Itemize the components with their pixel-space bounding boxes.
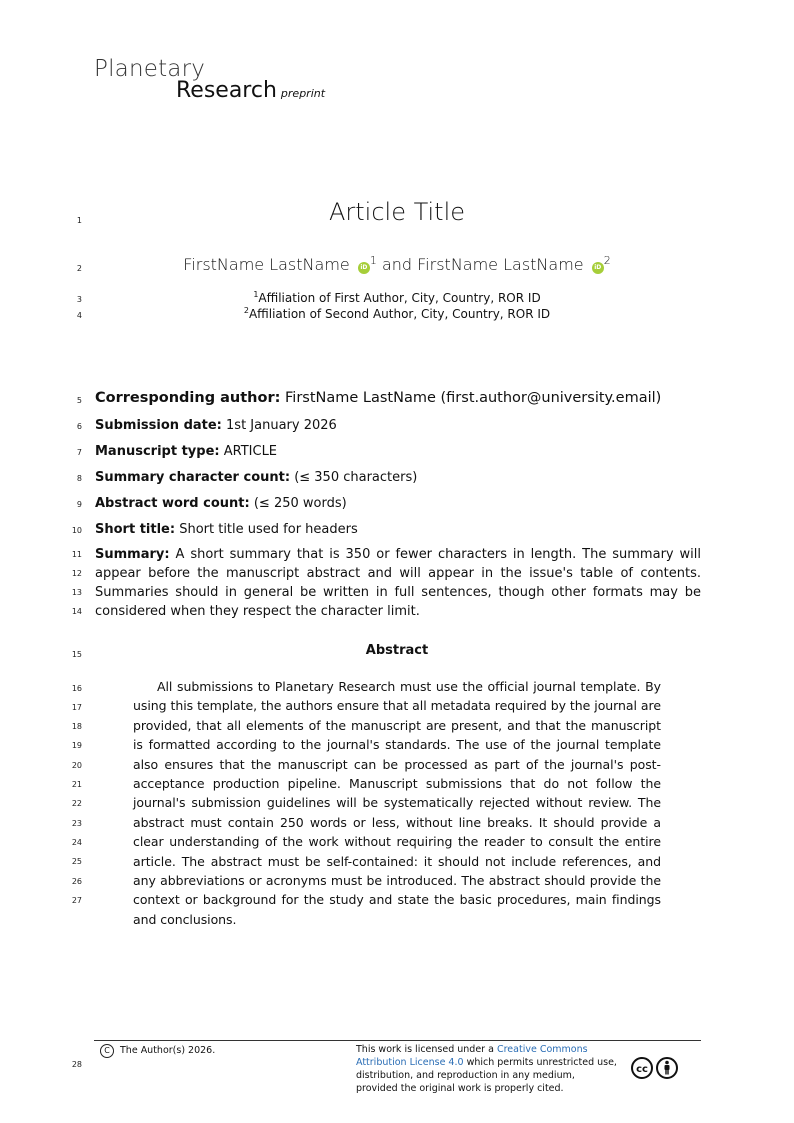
line-number: 16 — [71, 684, 82, 693]
affiliation — [0, 306, 794, 321]
line-number: 4 — [76, 311, 82, 320]
orcid-icon[interactable]: iD — [592, 262, 604, 274]
author-joiner: and — [381, 255, 413, 274]
author-affil-sup: 1 — [369, 254, 377, 267]
line-number: 1 — [76, 216, 82, 225]
license-text — [356, 1043, 618, 1095]
abstract-heading: Abstract — [365, 643, 429, 658]
meta-label: Corresponding author: — [95, 390, 281, 406]
line-number: 21 — [71, 780, 82, 789]
submission-date — [95, 418, 337, 433]
footer-divider — [94, 1040, 701, 1041]
line-number: 24 — [71, 838, 82, 847]
abstract-word-count — [95, 496, 347, 511]
line-number: 19 — [71, 741, 82, 750]
affiliation-text: Affiliation of Second Author, City, Country, ROR ID — [248, 307, 551, 321]
affiliation-sup: 2 — [243, 306, 249, 315]
meta-label: Summary character count: — [95, 470, 291, 485]
line-number: 27 — [71, 896, 82, 905]
article-title: Article Title — [328, 198, 466, 226]
meta-label: Manuscript type: — [95, 444, 220, 459]
author-name: FirstName LastName — [417, 255, 584, 274]
meta-value: ARTICLE — [223, 444, 278, 459]
abstract-text: All submissions to Planetary Research must use the official journal template. By using this template, the authors ensure that all metadata required by the journal are provided, that all elements of the manuscript are present, and that the manuscript is formatted according to the journal's standards. The use of the journal template also ensures that the manuscript can be processed as part of the journal's post-acceptance production pipeline. Manuscript submissions that do not follow the journal's submission guidelines will be systematically rejected without review. The abstract must contain 250 words or less, without line breaks. It should provide a clear understanding of the work without requiring the reader to consult the entire article. The abstract must be self-contained: it should not include references, and any abbreviations or acronyms must be introduced. The abstract should provide the context or background for the study and state the basic procedures, main findings and conclusions. — [133, 679, 661, 927]
short-title — [95, 522, 358, 537]
line-number: 28 — [71, 1060, 82, 1069]
line-number: 15 — [71, 650, 82, 659]
orcid-icon[interactable]: iD — [358, 262, 370, 274]
copyright-text: The Author(s) 2026. — [120, 1045, 216, 1056]
line-number: 17 — [71, 703, 82, 712]
author-name: FirstName LastName — [183, 255, 350, 274]
line-number: 5 — [76, 396, 82, 405]
meta-value: FirstName LastName (first.author@university.email) — [285, 390, 662, 406]
corresponding-author — [95, 390, 661, 406]
line-number: 10 — [71, 526, 82, 535]
journal-name: Research — [176, 78, 277, 103]
cc-label: cc — [636, 1064, 648, 1075]
summary-character-count — [95, 470, 417, 485]
line-number: 25 — [71, 857, 82, 866]
meta-label: Abstract word count: — [95, 496, 250, 511]
journal-logo-line1: Planetary — [94, 56, 206, 82]
affiliation — [0, 290, 794, 305]
meta-value: (≤ 250 words) — [253, 496, 347, 511]
line-number: 12 — [71, 569, 82, 578]
line-number: 22 — [71, 799, 82, 808]
cc-by-icon[interactable] — [631, 1057, 679, 1079]
journal-logo-line2 — [176, 78, 325, 103]
copyright-notice — [100, 1044, 215, 1058]
line-number: 23 — [71, 819, 82, 828]
summary-label: Summary: — [95, 547, 170, 562]
summary-paragraph — [95, 545, 701, 621]
license-pre: This work is licensed under a — [356, 1044, 494, 1055]
line-number: 3 — [76, 295, 82, 304]
meta-label: Submission date: — [95, 418, 222, 433]
line-number: 20 — [71, 761, 82, 770]
author-affil-sup: 2 — [603, 254, 611, 267]
line-number: 6 — [76, 422, 82, 431]
line-number: 2 — [76, 264, 82, 273]
meta-value: 1st January 2026 — [226, 418, 337, 433]
author-list — [0, 254, 794, 274]
manuscript-type — [95, 444, 277, 459]
line-number: 9 — [76, 500, 82, 509]
line-number: 8 — [76, 474, 82, 483]
line-number: 7 — [76, 448, 82, 457]
affiliation-sup: 1 — [253, 290, 259, 299]
license-post: which permits unrestricted use, distribution, and reproduction in any medium, provided the original work is properly cited. — [356, 1057, 617, 1094]
affiliation-text: Affiliation of First Author, City, Country, ROR ID — [258, 291, 541, 305]
license-link[interactable]: Creative Commons Attribution License 4.0 — [356, 1044, 588, 1068]
meta-value: (≤ 350 characters) — [294, 470, 418, 485]
meta-label: Short title: — [95, 522, 176, 537]
line-number: 26 — [71, 877, 82, 886]
preprint-tag: preprint — [280, 87, 326, 100]
line-number: 14 — [71, 607, 82, 616]
line-number: 18 — [71, 722, 82, 731]
copyright-icon: C — [100, 1044, 114, 1058]
line-number: 13 — [71, 588, 82, 597]
meta-value: Short title used for headers — [179, 522, 358, 537]
line-number: 11 — [71, 550, 82, 559]
summary-text: A short summary that is 350 or fewer characters in length. The summary will appear before the manuscript abstract and will appear in the issue's table of contents. Summaries should in general be written in full sentences, though other formats may be considered when they respect the character limit. — [95, 547, 701, 619]
